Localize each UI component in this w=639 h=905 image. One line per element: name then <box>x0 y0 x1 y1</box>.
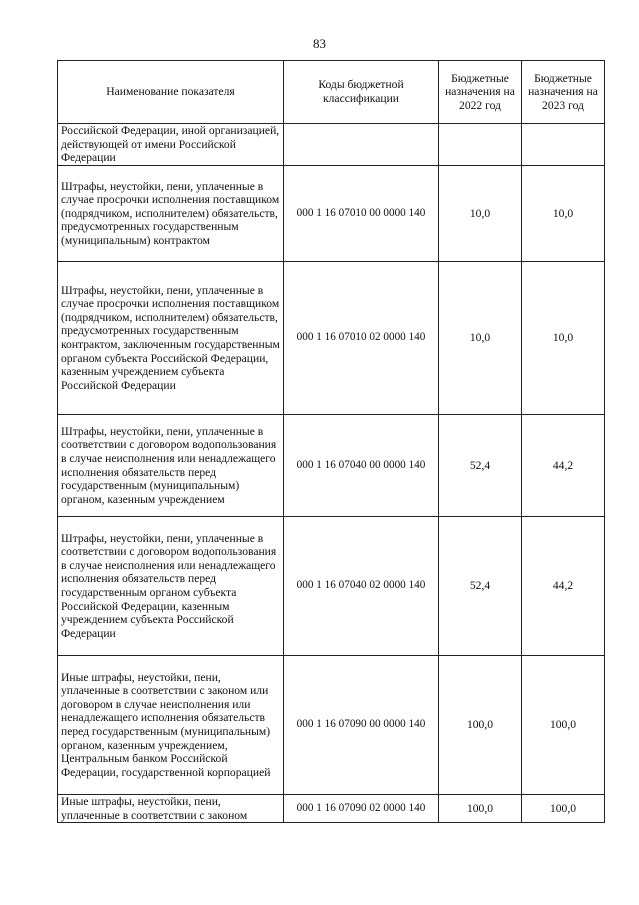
table-row <box>58 124 605 166</box>
row-value-2023: 100,0 <box>522 656 605 795</box>
row-value-2022: 100,0 <box>439 795 522 823</box>
header-2022: Бюджетные назначения на 2022 год <box>439 61 522 124</box>
row-code: 000 1 16 07040 02 0000 140 <box>284 517 439 656</box>
header-code: Коды бюджетной классификации <box>284 61 439 124</box>
table-row <box>58 262 605 415</box>
row-name: Иные штрафы, неустойки, пени, уплаченные в соответствии с законом или договором в случае неисполнения или ненадлежащего исполнения обязательств перед государственным (муниципальным) органом, казенным учреждением, Центральным банком Российской Федерации, государственной корпорацией <box>58 656 284 795</box>
row-name: Иные штрафы, неустойки, пени, уплаченные в соответствии с законом <box>58 795 284 823</box>
row-value-2023: 44,2 <box>522 517 605 656</box>
table-row <box>58 795 605 823</box>
row-code: 000 1 16 07090 02 0000 140 <box>284 795 439 823</box>
header-2023: Бюджетные назначения на 2023 год <box>522 61 605 124</box>
row-code: 000 1 16 07040 00 0000 140 <box>284 415 439 517</box>
row-value-2023: 100,0 <box>522 795 605 823</box>
row-value-2023: 10,0 <box>522 166 605 262</box>
row-code: 000 1 16 07010 00 0000 140 <box>284 166 439 262</box>
table-row <box>58 656 605 795</box>
row-code: 000 1 16 07010 02 0000 140 <box>284 262 439 415</box>
row-value-2023: 44,2 <box>522 415 605 517</box>
table-row <box>58 415 605 517</box>
table-row <box>58 517 605 656</box>
row-value-2022: 10,0 <box>439 262 522 415</box>
budget-table <box>57 60 605 823</box>
row-value-2022 <box>439 124 522 166</box>
row-name: Штрафы, неустойки, пени, уплаченные в случае просрочки исполнения поставщиком (подрядчиком, исполнителем) обязательств, предусмотренных государственным (муниципальным) контрактом <box>58 166 284 262</box>
header-name: Наименование показателя <box>58 61 284 124</box>
row-value-2022: 52,4 <box>439 517 522 656</box>
row-value-2022: 10,0 <box>439 166 522 262</box>
row-value-2023: 10,0 <box>522 262 605 415</box>
row-name: Штрафы, неустойки, пени, уплаченные в соответствии с договором водопользования в случае неисполнения или ненадлежащего исполнения обязательств перед государственным (муниципальным) органом, казенным учреждением <box>58 415 284 517</box>
page-number: 83 <box>313 36 326 51</box>
row-name: Штрафы, неустойки, пени, уплаченные в случае просрочки исполнения поставщиком (подрядчиком, исполнителем) обязательств, предусмотренных государственным контрактом, заключенным государственным органом субъекта Российской Федерации, казенным учреждением субъекта Российской Федерации <box>58 262 284 415</box>
row-value-2022: 100,0 <box>439 656 522 795</box>
row-value-2023 <box>522 124 605 166</box>
row-code: 000 1 16 07090 00 0000 140 <box>284 656 439 795</box>
table-row <box>58 166 605 262</box>
row-name: Штрафы, неустойки, пени, уплаченные в соответствии с договором водопользования в случае неисполнения или ненадлежащего исполнения обязательств перед государственным органом субъекта Российской Федерации, казенным учреждением субъекта Российской Федерации <box>58 517 284 656</box>
row-code <box>284 124 439 166</box>
table-header-row <box>58 61 605 124</box>
row-name: Российской Федерации, иной организацией, действующей от имени Российской Федерации <box>58 124 284 166</box>
row-value-2022: 52,4 <box>439 415 522 517</box>
